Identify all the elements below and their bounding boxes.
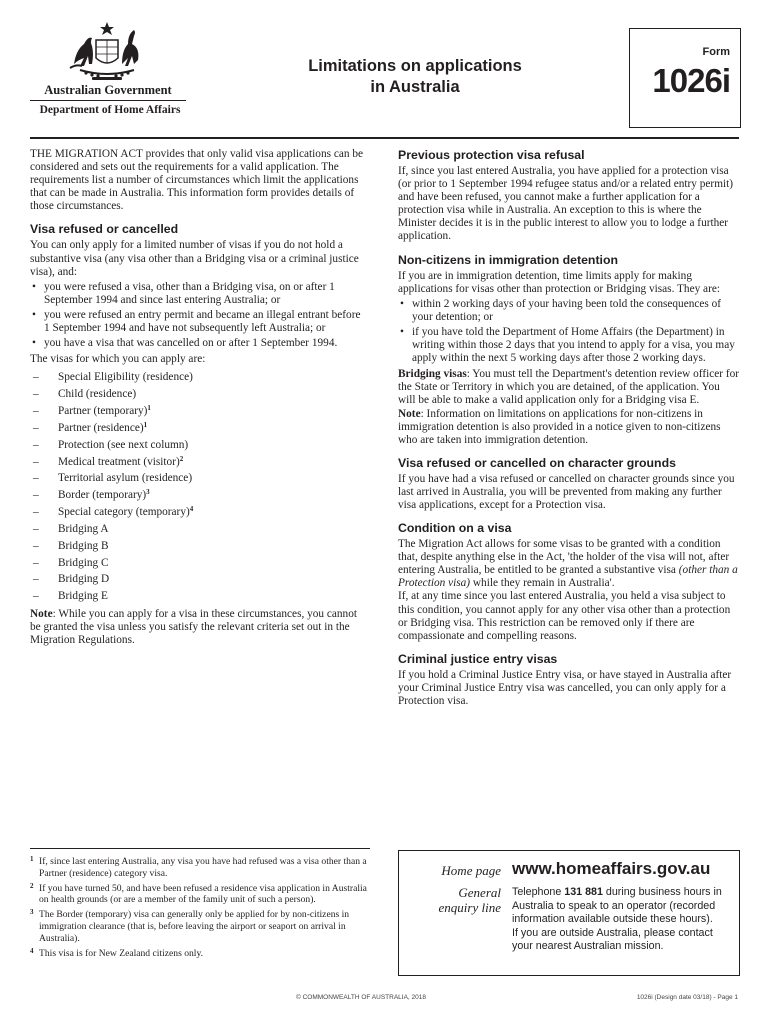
footnote <box>30 948 370 960</box>
footnote-ref: 1 <box>147 404 151 412</box>
phone-prefix: Telephone <box>512 886 565 898</box>
visa-list-item <box>30 403 368 420</box>
footnote-text: If, since last entering Australia, any visa you have had refused was a visa other than a Partner (residence) category visa. <box>39 856 367 879</box>
visa-list-item <box>30 588 368 605</box>
phone-paragraph <box>512 886 732 927</box>
visas-intro: The visas for which you can apply are: <box>30 353 206 366</box>
footnote-ref: 3 <box>146 488 150 497</box>
visa-name: Partner (residence) <box>58 421 144 434</box>
note-text: : While you can apply for a visa in these circumstances, you cannot be granted the visa unless you satisfy the relevant criteria set out in the Migration Regulations. <box>30 608 357 647</box>
form-title <box>280 56 550 98</box>
enquiry-line-text <box>512 886 732 954</box>
visa-name: Territorial asylum (residence) <box>58 472 193 485</box>
enquiry-label-line-1: General <box>458 885 501 900</box>
visa-list-item <box>30 521 368 538</box>
protection-heading: Previous protection visa refusal <box>398 148 585 162</box>
form-title-line-2: in Australia <box>370 78 460 96</box>
visa-list-item <box>30 555 368 572</box>
coat-of-arms-icon <box>62 20 152 82</box>
footnote-number: 3 <box>30 908 34 917</box>
home-page-label: Home page <box>441 863 501 878</box>
condition-text <box>398 538 740 590</box>
footnote-number: 1 <box>30 855 34 863</box>
criminal-heading: Criminal justice entry visas <box>398 651 558 666</box>
visa-list <box>30 369 368 605</box>
visa-list-item <box>30 504 368 521</box>
bullet-item: • you were refused an entry permit and became an illegal entrant before 1 September 1994 and have not subsequently left Australia; or <box>30 309 368 335</box>
condition-text-2: If, at any time since you last entered Australia, you held a visa subject to this condition, you cannot apply for any other visa other than a protection or Bridging visa. This restriction can be removed only if there are compassionate and compelling reasons. <box>398 590 731 642</box>
condition-heading: Condition on a visa <box>398 521 512 536</box>
visa-name: Special Eligibility (residence) <box>58 371 193 384</box>
detention-bullets <box>398 298 740 365</box>
note-label: Note <box>30 608 53 621</box>
bullet-item: • you were refused a visa, other than a Bridging visa, on or after 1 September 1994 and since last entering Australia; or <box>30 281 368 307</box>
visa-name: Bridging E <box>58 590 108 603</box>
top-rule <box>30 137 739 139</box>
form-number: 1026i <box>652 62 730 99</box>
footnote-text: If you have turned 50, and have been refused a residence visa application in Australia on health grounds (or are a member of the family unit of such a person). <box>39 882 367 906</box>
form-title-line-1: Limitations on applications <box>308 57 522 75</box>
character-heading: Visa refused or cancelled on character grounds <box>398 455 676 470</box>
visa-list-item <box>30 571 368 588</box>
form-label: Form <box>702 46 730 58</box>
bullet-item: • if you have told the Department of Home Affairs (the Department) in writing within those 2 days that you intend to apply for a visa, you may apply within the next 5 working days after those 2 working days. <box>398 326 740 365</box>
visa-name: Child (residence) <box>58 388 137 401</box>
visa-name: Bridging D <box>58 573 110 586</box>
note-label: Note <box>398 407 421 420</box>
visa-list-item <box>30 437 368 454</box>
intro-paragraph: THE MIGRATION ACT provides that only valid visa applications can be considered and sets out the requirements for a valid application. The requirements list a number of circumstances which limit the applications that can be made in Australia. This information form provides details of those circumstances. <box>30 148 363 213</box>
footnotes <box>30 848 370 962</box>
detention-text: If you are in immigration detention, time limits apply for making applications for visas other than protection or Bridging visas. They are: <box>398 269 720 295</box>
enquiry-line-label <box>399 885 501 915</box>
visa-refused-text: You can only apply for a limited number of visas if you do not hold a substantive visa (any visa other than a Bridging visa or a criminal justice visa), and: <box>30 239 359 278</box>
visa-list-item <box>30 470 368 487</box>
visa-name: Bridging B <box>58 539 109 552</box>
visa-name: Bridging C <box>58 556 109 569</box>
footnote-number: 2 <box>30 881 34 890</box>
visa-name: Partner (temporary) <box>58 405 148 417</box>
right-column <box>398 148 740 708</box>
left-column <box>30 148 368 647</box>
visa-name: Bridging A <box>58 522 109 535</box>
government-name: Australian Government <box>44 83 172 97</box>
footnote-text: This visa is for New Zealand citizens only. <box>39 947 204 959</box>
footnote <box>30 909 370 944</box>
visa-name: Medical treatment (visitor) <box>58 455 180 468</box>
footnote-ref: 1 <box>143 420 148 429</box>
phone-suffix: during business hours in Australia to speak to an operator (recorded information available outside these hours). <box>512 886 722 926</box>
left-note <box>30 608 368 647</box>
footnote-ref: 4 <box>189 505 194 514</box>
bridging-text: : You must tell the Department's detention review officer for the State or Territory in which you are detained, of the application. You will be able to make a valid application only for a Bridging visa E. <box>398 368 740 407</box>
character-text: If you have had a visa refused or cancelled on character grounds since you last arrived in Australia, you will be prevented from making any further visa applications, except for a Protection visa. <box>398 472 735 511</box>
footnote <box>30 856 370 880</box>
protection-text: If, since you last entered Australia, you have applied for a protection visa (or prior to 1 September 1994 refugee status and/or a related entry permit) and have been refused, you cannot make a further application for a protection visa while in Australia. An exception to this is where the Minister decides it is in the public interest to allow you to lodge a further application. <box>398 165 734 243</box>
visa-list-item <box>30 369 368 386</box>
copyright: © COMMONWEALTH OF AUSTRALIA, 2018 <box>296 994 426 1001</box>
visa-refused-heading: Visa refused or cancelled <box>30 222 179 237</box>
condition-text-a: The Migration Act allows for some visas to be granted with a condition that, despite anything else in the Act, 'the holder of the visa will not, after entering Australia, be entitled to be granted a substantive visa <box>398 538 730 577</box>
criminal-text: If you hold a Criminal Justice Entry visa, or have stayed in Australia after your Criminal Justice Entry visa was cancelled, you can only apply for a Protection visa. <box>398 668 732 707</box>
visa-list-item <box>30 454 368 471</box>
home-page-link[interactable]: www.homeaffairs.gov.au <box>512 859 711 878</box>
phone-number[interactable]: 131 881 <box>564 886 603 898</box>
footnote <box>30 883 370 907</box>
visa-name: Border (temporary) <box>58 489 147 502</box>
bullet-item: • within 2 working days of your having been told the consequences of your detention; or <box>398 298 740 324</box>
detention-note <box>398 408 740 447</box>
note-text: : Information on limitations on applications for non-citizens in immigration detention is also provided in a notice given to non-citizens who are taken into immigration detention. <box>398 407 721 446</box>
condition-text-italic: (other than a Protection visa) <box>398 564 738 590</box>
visa-refused-bullets <box>30 281 368 350</box>
header-divider <box>30 100 186 101</box>
visa-list-item <box>30 487 368 504</box>
detention-heading: Non-citizens in immigration detention <box>398 252 618 267</box>
page-reference: 1026i (Design date 03/18) - Page 1 <box>636 994 738 1001</box>
condition-text-b: while they remain in Australia'. <box>470 577 615 590</box>
footnote-text: The Border (temporary) visa can generally only be applied for by non-citizens in immigration clearance (that is, before leaving the airport or seaport on arrival in Australia). <box>39 909 350 944</box>
bullet-item: • you have a visa that was cancelled on or after 1 September 1994. <box>30 337 368 350</box>
visa-name: Protection (see next column) <box>58 438 189 451</box>
form-number-box <box>629 28 741 128</box>
visa-list-item <box>30 386 368 403</box>
visa-list-item <box>30 420 368 437</box>
enquiry-label-line-2: enquiry line <box>438 900 501 915</box>
contact-box <box>398 850 740 976</box>
department-name: Department of Home Affairs <box>39 104 181 116</box>
outside-australia-text: If you are outside Australia, please contact your nearest Australian mission. <box>512 926 713 953</box>
bridging-paragraph <box>398 368 740 407</box>
visa-name: Special category (temporary) <box>58 506 190 519</box>
footnote-ref: 2 <box>179 454 184 463</box>
footnote-number: 4 <box>30 946 34 955</box>
document-header <box>0 0 768 140</box>
visa-list-item <box>30 538 368 555</box>
bridging-label: Bridging visas <box>398 368 467 381</box>
